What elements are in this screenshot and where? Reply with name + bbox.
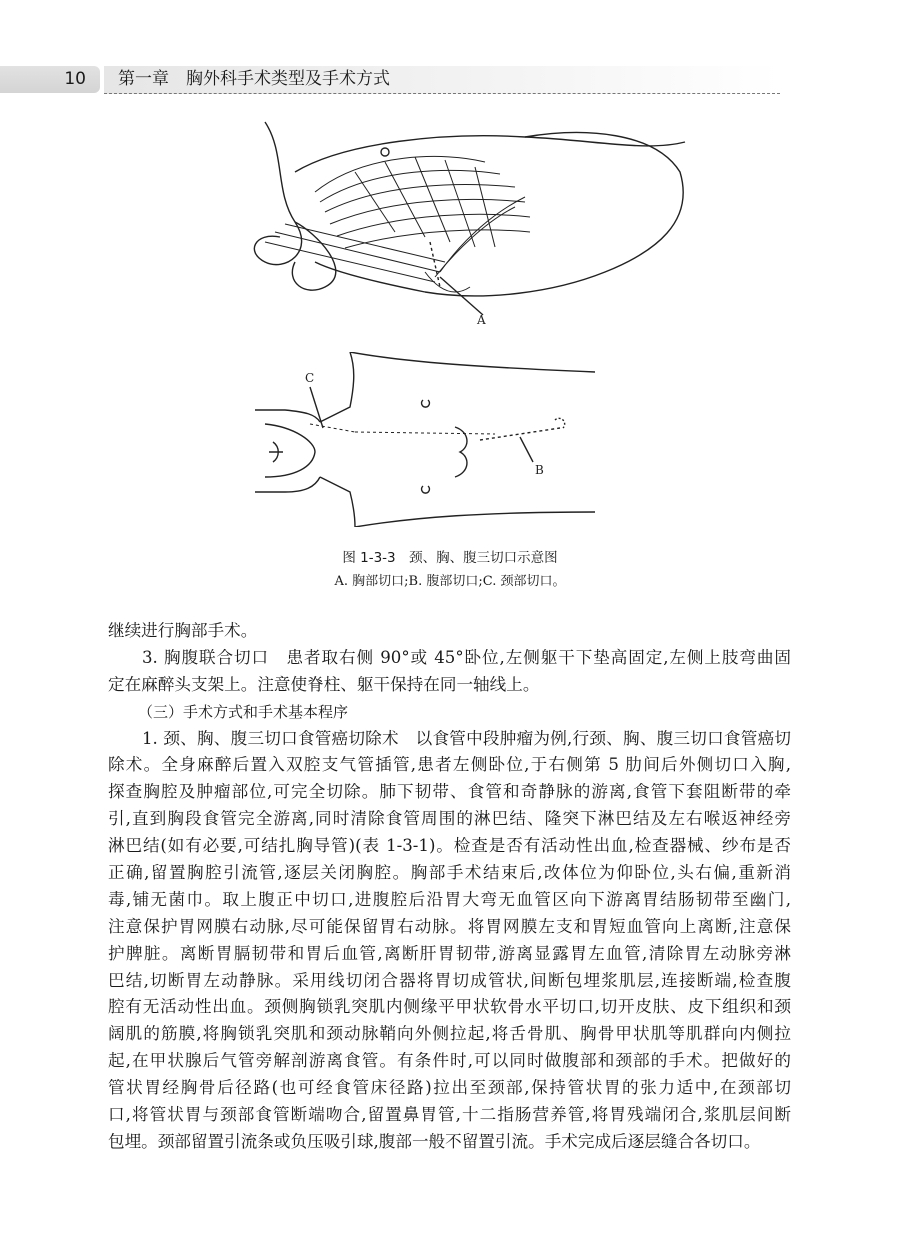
- text-line: 腔有无活动性出血。颈侧胸锁乳突肌内侧缘平甲状软骨水平切口,切开皮肤、皮下组织和颈: [108, 997, 791, 1017]
- text-line: 除术。全身麻醉后置入双腔支气管插管,患者左侧卧位,于右侧第 5 肋间后外侧切口入胸,: [108, 755, 791, 775]
- text-line: 引,直到胸段食管完全游离,同时清除食管周围的淋巴结、隆突下淋巴结及左右喉返神经旁: [108, 809, 791, 829]
- text-line: 口,将管状胃与颈部食管断端吻合,留置鼻胃管,十二指肠营养管,将胃残端闭合,浆肌层间断: [108, 1105, 791, 1125]
- text-line: 继续进行胸部手术。: [108, 621, 258, 640]
- text-line: 护脾脏。离断胃膈韧带和胃后血管,离断肝胃韧带,游离显露胃左血管,清除胃左动脉旁淋: [108, 943, 791, 963]
- label-a: A: [477, 313, 486, 327]
- body-text: [108, 618, 791, 1156]
- text-line: 注意保护胃网膜右动脉,尽可能保留胃右动脉。将胃网膜左支和胃短血管向上离断,注意保: [108, 916, 791, 936]
- text-line: 包埋。颈部留置引流条或负压吸引球,腹部一般不留置引流。手术完成后逐层缝合各切口。: [108, 1131, 761, 1151]
- figure-caption-legend: A. 胸部切口;B. 腹部切口;C. 颈部切口。: [334, 574, 566, 589]
- text-line: 1. 颈、胸、腹三切口食管癌切除术 以食管中段肿瘤为例,行颈、胸、腹三切口食管癌切: [142, 728, 791, 748]
- figure-supine-incisions: [255, 352, 600, 527]
- label-b: B: [535, 463, 544, 477]
- chapter-title: 第一章 胸外科手术类型及手术方式: [118, 69, 390, 89]
- section-heading: （三）手术方式和手术基本程序: [138, 702, 349, 721]
- figure-lateral-thoracotomy: [225, 112, 695, 327]
- text-line: 毒,铺无菌巾。取上腹正中切口,进腹腔后沿胃大弯无血管区向下游离胃结肠韧带至幽门,: [108, 889, 791, 909]
- text-line: 3. 胸腹联合切口 患者取右侧 90°或 45°卧位,左侧躯干下垫高固定,左侧上肢弯曲固: [142, 647, 791, 667]
- text-line: 正确,留置胸腔引流管,逐层关闭胸腔。胸部手术结束后,改体位为仰卧位,头右偏,重新消: [108, 863, 791, 883]
- page-number: 10: [64, 69, 86, 89]
- text-line: 巴结,切断胃左动静脉。采用线切闭合器将胃切成管状,间断包埋浆肌层,连接断端,检查腹: [108, 970, 791, 990]
- text-line: 起,在甲状腺后气管旁解剖游离食管。有条件时,可以同时做腹部和颈部的手术。把做好的: [108, 1051, 791, 1071]
- text-line: 淋巴结(如有必要,可结扎胸导管)(表 1-3-1)。检查是否有活动性出血,检查器械、纱布是否: [108, 836, 791, 856]
- label-c: C: [305, 371, 315, 385]
- text-line: 探查胸腔及肿瘤部位,可完全切除。肺下韧带、食管和奇静脉的游离,食管下套阻断带的牵: [108, 782, 791, 802]
- text-line: 阔肌的筋膜,将胸锁乳突肌和颈动脉鞘向外侧拉起,将舌骨肌、胸骨甲状肌等肌群向内侧拉: [108, 1024, 791, 1044]
- text-line: 管状胃经胸骨后径路(也可经食管床径路)拉出至颈部,保持管状胃的张力适中,在颈部切: [108, 1078, 791, 1098]
- figure-caption-title: 图 1-3-3 颈、胸、腹三切口示意图: [342, 550, 558, 566]
- text-line: 定在麻醉头支架上。注意使脊柱、躯干保持在同一轴线上。: [108, 674, 540, 694]
